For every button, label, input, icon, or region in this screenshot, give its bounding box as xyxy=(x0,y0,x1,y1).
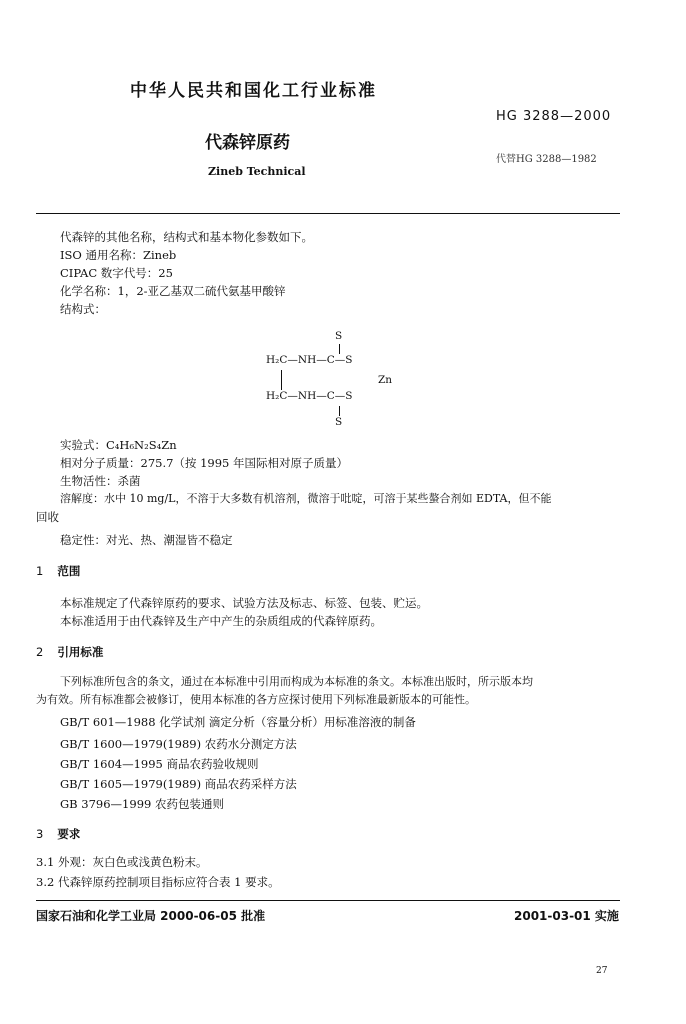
requirement-item: 3.1 外观：灰白色或浅黄色粉末。 xyxy=(36,855,208,869)
footer-divider xyxy=(36,900,620,901)
reference-item: GB 3796—1999 农药包装通则 xyxy=(60,797,224,811)
intro-line: CIPAC 数字代号：25 xyxy=(60,266,173,280)
property-stability: 稳定性：对光、热、潮湿皆不稳定 xyxy=(60,533,233,547)
property-solubility-cont: 回收 xyxy=(36,510,59,524)
section1-line: 本标准规定了代森锌原药的要求、试验方法及标志、标签、包装、贮运。 xyxy=(60,596,428,610)
reference-item: GB/T 1604—1995 商品农药验收规则 xyxy=(60,757,259,771)
property-formula: 实验式：C₄H₆N₂S₄Zn xyxy=(60,438,177,452)
section1-line: 本标准适用于由代森锌及生产中产生的杂质组成的代森锌原药。 xyxy=(60,614,382,628)
property-molar-mass: 相对分子质量：275.7（按 1995 年国际相对原子质量） xyxy=(60,456,348,470)
structure-row-1: H₂C—NH—C—S xyxy=(266,354,353,366)
intro-line: 代森锌的其他名称，结构式和基本物化参数如下。 xyxy=(60,230,313,244)
english-title: Zineb Technical xyxy=(208,165,306,178)
reference-item: GB/T 601—1988 化学试剂 滴定分析（容量分析）用标准溶液的制备 xyxy=(60,715,416,729)
page-number: 27 xyxy=(596,966,608,976)
effective-date: 2001-03-01 实施 xyxy=(514,909,619,923)
structure-zinc: Zn xyxy=(378,374,393,386)
section2-paragraph: 下列标准所包含的条文，通过在本标准中引用而构成为本标准的条文。本标准出版时，所示版本均 xyxy=(60,675,533,688)
standard-number: HG 3288—2000 xyxy=(496,109,612,124)
section2-paragraph-cont: 为有效。所有标准都会被修订，使用本标准的各方应探讨使用下列标准最新版本的可能性。 xyxy=(36,693,476,706)
structure-sulfur-bottom: S xyxy=(335,416,343,428)
property-bioactivity: 生物活性：杀菌 xyxy=(60,474,141,488)
header-divider xyxy=(36,213,620,214)
intro-line: ISO 通用名称：Zineb xyxy=(60,248,177,262)
property-solubility: 溶解度：水中 10 mg/L，不溶于大多数有机溶剂，微溶于吡啶，可溶于某些螯合剂如 EDTA，但不能 xyxy=(60,492,552,505)
structural-formula xyxy=(240,330,430,430)
requirement-item: 3.2 代森锌原药控制项目指标应符合表 1 要求。 xyxy=(36,875,280,889)
intro-line: 结构式： xyxy=(60,302,106,316)
section-heading-2: 2 引用标准 xyxy=(36,645,104,659)
approval-date: 国家石油和化学工业局 2000-06-05 批准 xyxy=(36,909,266,923)
section-heading-1: 1 范围 xyxy=(36,564,81,578)
standard-category-title: 中华人民共和国化工行业标准 xyxy=(130,81,377,101)
intro-line: 化学名称：1，2-亚乙基双二硫代氨基甲酸锌 xyxy=(60,284,286,298)
structure-sulfur-top: S xyxy=(335,330,343,342)
section-heading-3: 3 要求 xyxy=(36,827,81,841)
reference-item: GB/T 1605—1979(1989) 商品农药采样方法 xyxy=(60,777,297,791)
document-title: 代森锌原药 xyxy=(205,133,290,153)
structure-row-2: H₂C—NH—C—S xyxy=(266,390,353,402)
replaces-standard: 代替HG 3288—1982 xyxy=(496,154,597,165)
reference-item: GB/T 1600—1979(1989) 农药水分测定方法 xyxy=(60,737,297,751)
